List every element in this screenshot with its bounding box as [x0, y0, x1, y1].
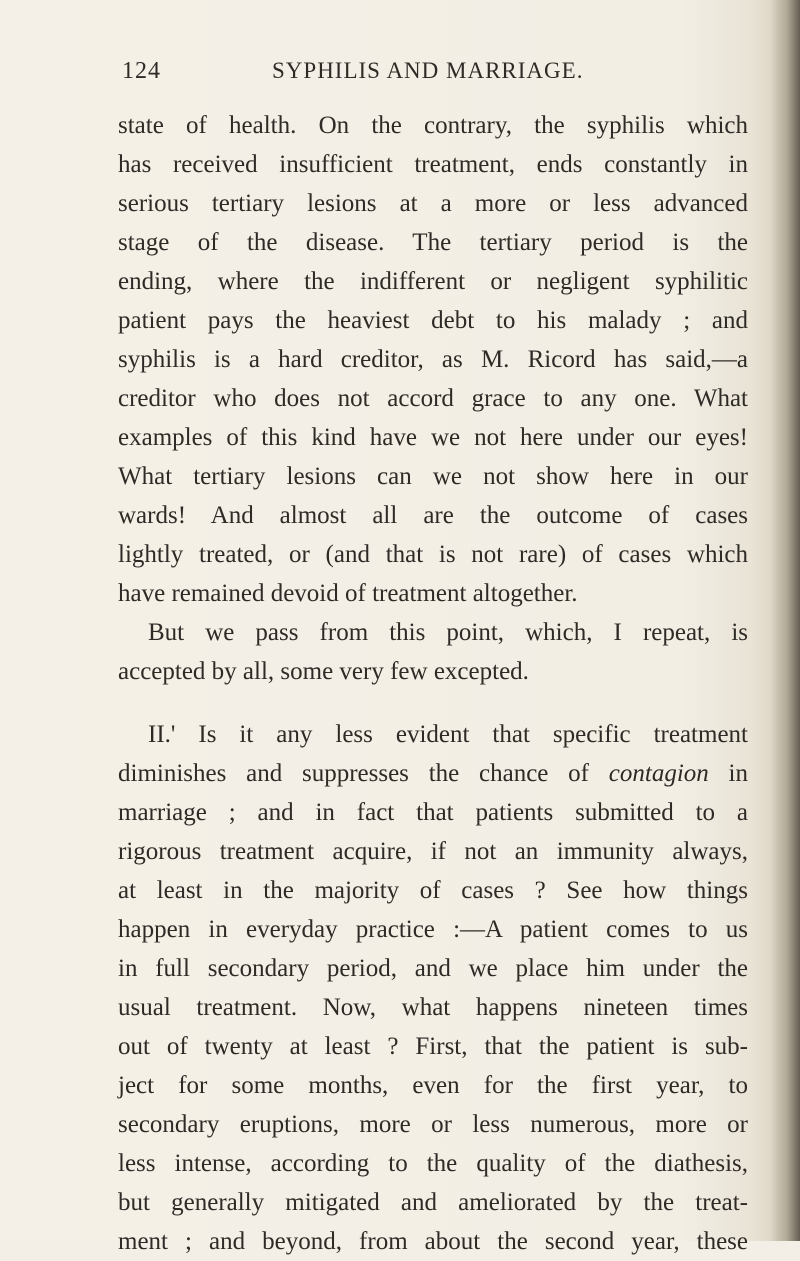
paragraph — [118, 715, 748, 1261]
text-line: ending, where the indifferent or negligent syphilitic — [118, 268, 748, 295]
text-line: rigorous treatment acquire, if not an immunity always, — [118, 838, 748, 865]
text-line: diminishes and suppresses the chance of contagion in — [118, 760, 749, 787]
text-line: creditor who does not accord grace to any one. What — [118, 385, 748, 412]
text-line: usual treatment. Now, what happens nineteen times — [118, 994, 748, 1021]
page-number: 124 — [122, 58, 161, 84]
text-line: ment ; and beyond, from about the second year, these — [118, 1228, 748, 1255]
text-line: syphilis is a hard creditor, as M. Ricord has said,—a — [118, 346, 748, 373]
text-line: wards! And almost all are the outcome of cases — [118, 502, 748, 529]
text-line: but generally mitigated and ameliorated by the treat- — [118, 1189, 748, 1216]
page-header — [122, 58, 762, 88]
text-line: What tertiary lesions can we not show here in our — [118, 463, 748, 490]
emphasis-contagion: contagion — [608, 760, 709, 787]
section-gap — [118, 691, 748, 715]
page-edge-shadow — [770, 0, 800, 1241]
text-line: II.' Is it any less evident that specific treatment — [148, 721, 748, 748]
text-line: state of health. On the contrary, the syphilis which — [118, 112, 748, 139]
text-line: in full secondary period, and we place him under the — [118, 955, 748, 982]
text-line: happen in everyday practice :—A patient comes to us — [118, 916, 748, 943]
text-line: But we pass from this point, which, I repeat, is — [148, 619, 748, 646]
text-line: stage of the disease. The tertiary period is the — [118, 229, 748, 256]
text-line: serious tertiary lesions at a more or less advanced — [118, 190, 748, 217]
text-line: have remained devoid of treatment altogether. — [118, 580, 578, 607]
text-line: ject for some months, even for the first year, to — [118, 1072, 748, 1099]
body-text — [118, 106, 748, 1261]
text-line: accepted by all, some very few excepted. — [118, 658, 529, 685]
text-line: secondary eruptions, more or less numerous, more or — [118, 1111, 748, 1138]
text-line: marriage ; and in fact that patients submitted to a — [118, 799, 748, 826]
text-line: less intense, according to the quality of the diathesis, — [118, 1150, 748, 1177]
text-line: at least in the majority of cases ? See how things — [118, 877, 748, 904]
running-head: SYPHILIS AND MARRIAGE. — [272, 58, 584, 83]
paragraph — [118, 613, 748, 691]
text-line: patient pays the heaviest debt to his malady ; and — [118, 307, 748, 334]
paragraph — [118, 106, 748, 613]
text-line: has received insufficient treatment, ends constantly in — [118, 151, 748, 178]
text-line: lightly treated, or (and that is not rare) of cases which — [118, 541, 748, 568]
text-line: examples of this kind have we not here under our eyes! — [118, 424, 748, 451]
text-line: out of twenty at least ? First, that the patient is sub- — [118, 1033, 748, 1060]
